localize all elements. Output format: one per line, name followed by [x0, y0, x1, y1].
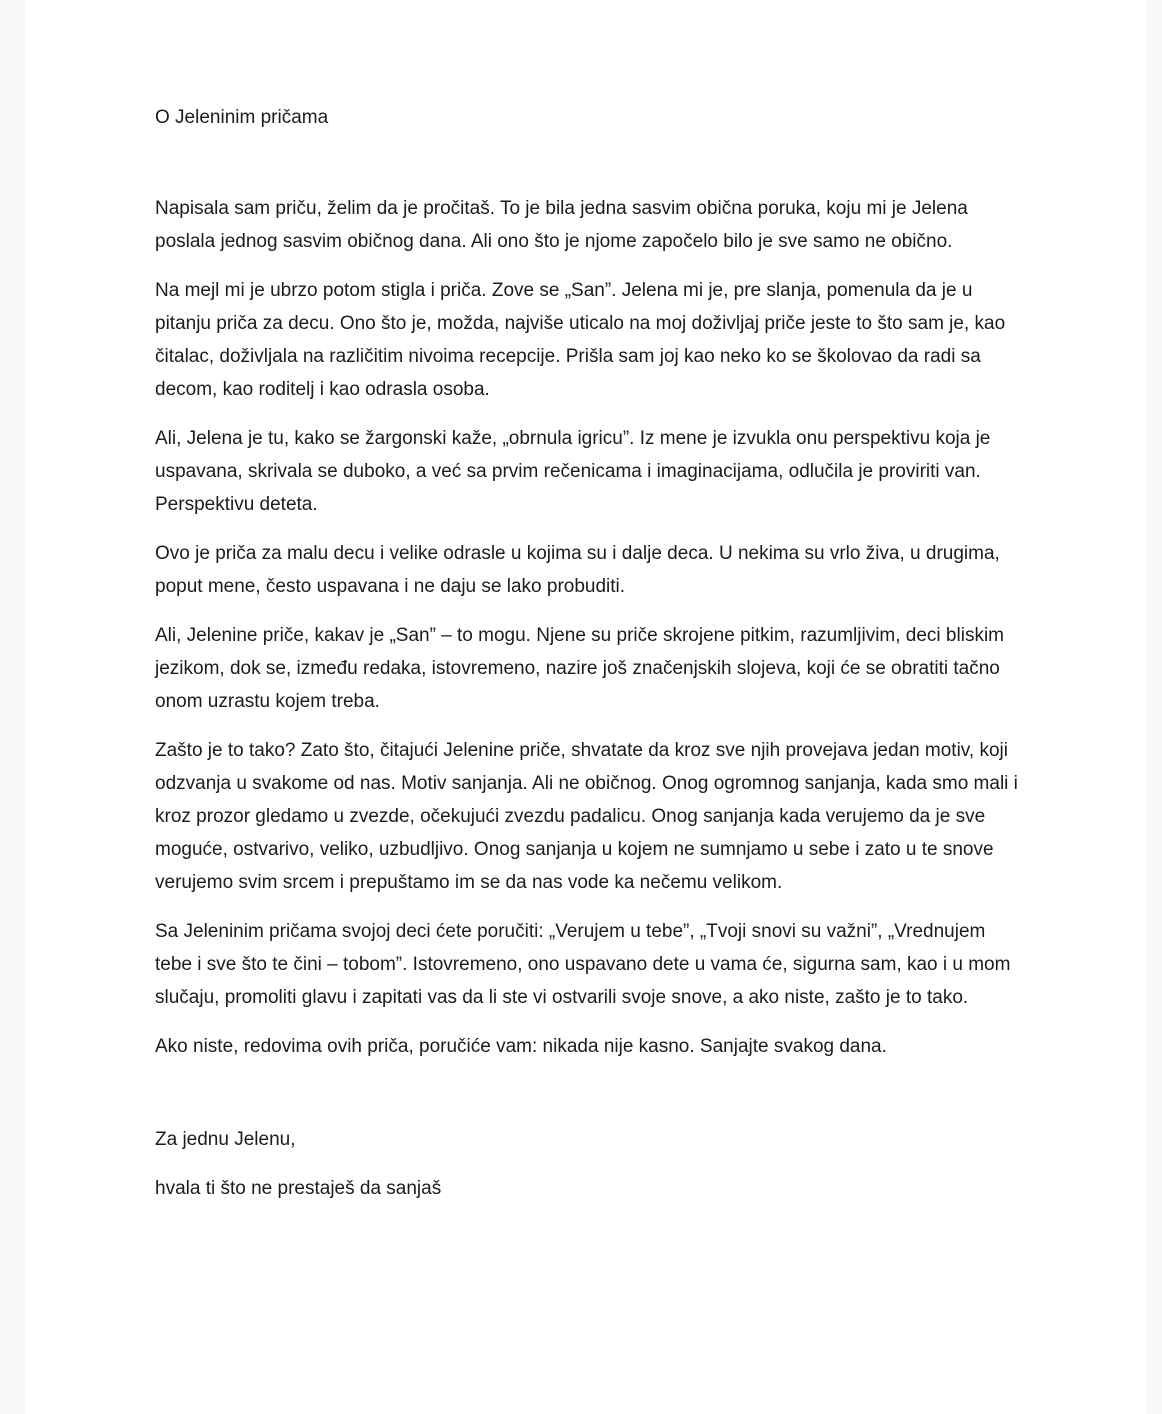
- document-body: [155, 192, 1018, 1063]
- paragraph: Ali, Jelenine priče, kakav je „San” – to mogu. Njene su priče skrojene pitkim, razumljivim, deci bliskim jezikom, dok se, između redaka, istovremeno, nazire još značenjskih slojeva, koji će se obratiti tačno onom uzrastu kojem treba.: [155, 625, 1004, 712]
- paragraph: Sa Jeleninim pričama svojoj deci ćete poručiti: „Verujem u tebe”, „Tvoji snovi su važni”, „Vrednujem tebe i sve što te čini – tobom”. Istovremeno, ono uspavano dete u vama će, sigurna sam, kao i u mom slučaju, promoliti glavu i zapitati vas da li ste vi ostvarili svoje snove, a ako niste, zašto je to tako.: [155, 921, 1011, 1008]
- paragraph: Ako niste, redovima ovih priča, poručiće vam: nikada nije kasno. Sanjajte svakog dana.: [155, 1036, 887, 1057]
- document-content: [25, 0, 1146, 1205]
- closing-line-message: hvala ti što ne prestaješ da sanjaš: [155, 1178, 442, 1199]
- document-title: O Jeleninim pričama: [155, 107, 329, 128]
- paragraph: Ovo je priča za malu decu i velike odrasle u kojima su i dalje deca. U nekima su vrlo živa, u drugima, poput mene, često uspavana i ne daju se lako probuditi.: [155, 543, 1000, 597]
- paragraph: Na mejl mi je ubrzo potom stigla i priča. Zove se „San”. Jelena mi je, pre slanja, pomenula da je u pitanju priča za decu. Ono što je, možda, najviše uticalo na moj doživljaj priče jeste to što sam je, kao čitalac, doživljala na različitim nivoima recepcije. Prišla sam joj kao neko ko se školovao da radi sa decom, kao roditelj i kao odrasla osoba.: [155, 280, 1006, 400]
- document-closing: [155, 1123, 1018, 1205]
- paragraph: Ali, Jelena je tu, kako se žargonski kaže, „obrnula igricu”. Iz mene je izvukla onu perspektivu koja je uspavana, skrivala se duboko, a već sa prvim rečenicama i imaginacijama, odlučila je proviriti van. Perspektivu deteta.: [155, 428, 991, 515]
- paragraph: Zašto je to tako? Zato što, čitajući Jelenine priče, shvatate da kroz sve njih provejava jedan motiv, koji odzvanja u svakome od nas. Motiv sanjanja. Ali ne običnog. Onog ogromnog sanjanja, kada smo mali i kroz prozor gledamo u zvezde, očekujući zvezdu padalicu. Onog sanjanja kada verujemo da je sve moguće, ostvarivo, veliko, uzbudljivo. Onog sanjanja u kojem ne sumnjamo u sebe i zato u te snove verujemo svim srcem i prepuštamo im se da nas vode ka nečemu velikom.: [155, 740, 1018, 893]
- document-page: [25, 0, 1146, 1414]
- paragraph: Napisala sam priču, želim da je pročitaš. To je bila jedna sasvim obična poruka, koju mi je Jelena poslala jednog sasvim običnog dana. Ali ono što je njome započelo bilo je sve samo ne obično.: [155, 198, 968, 252]
- closing-line-salutation: Za jednu Jelenu,: [155, 1129, 296, 1150]
